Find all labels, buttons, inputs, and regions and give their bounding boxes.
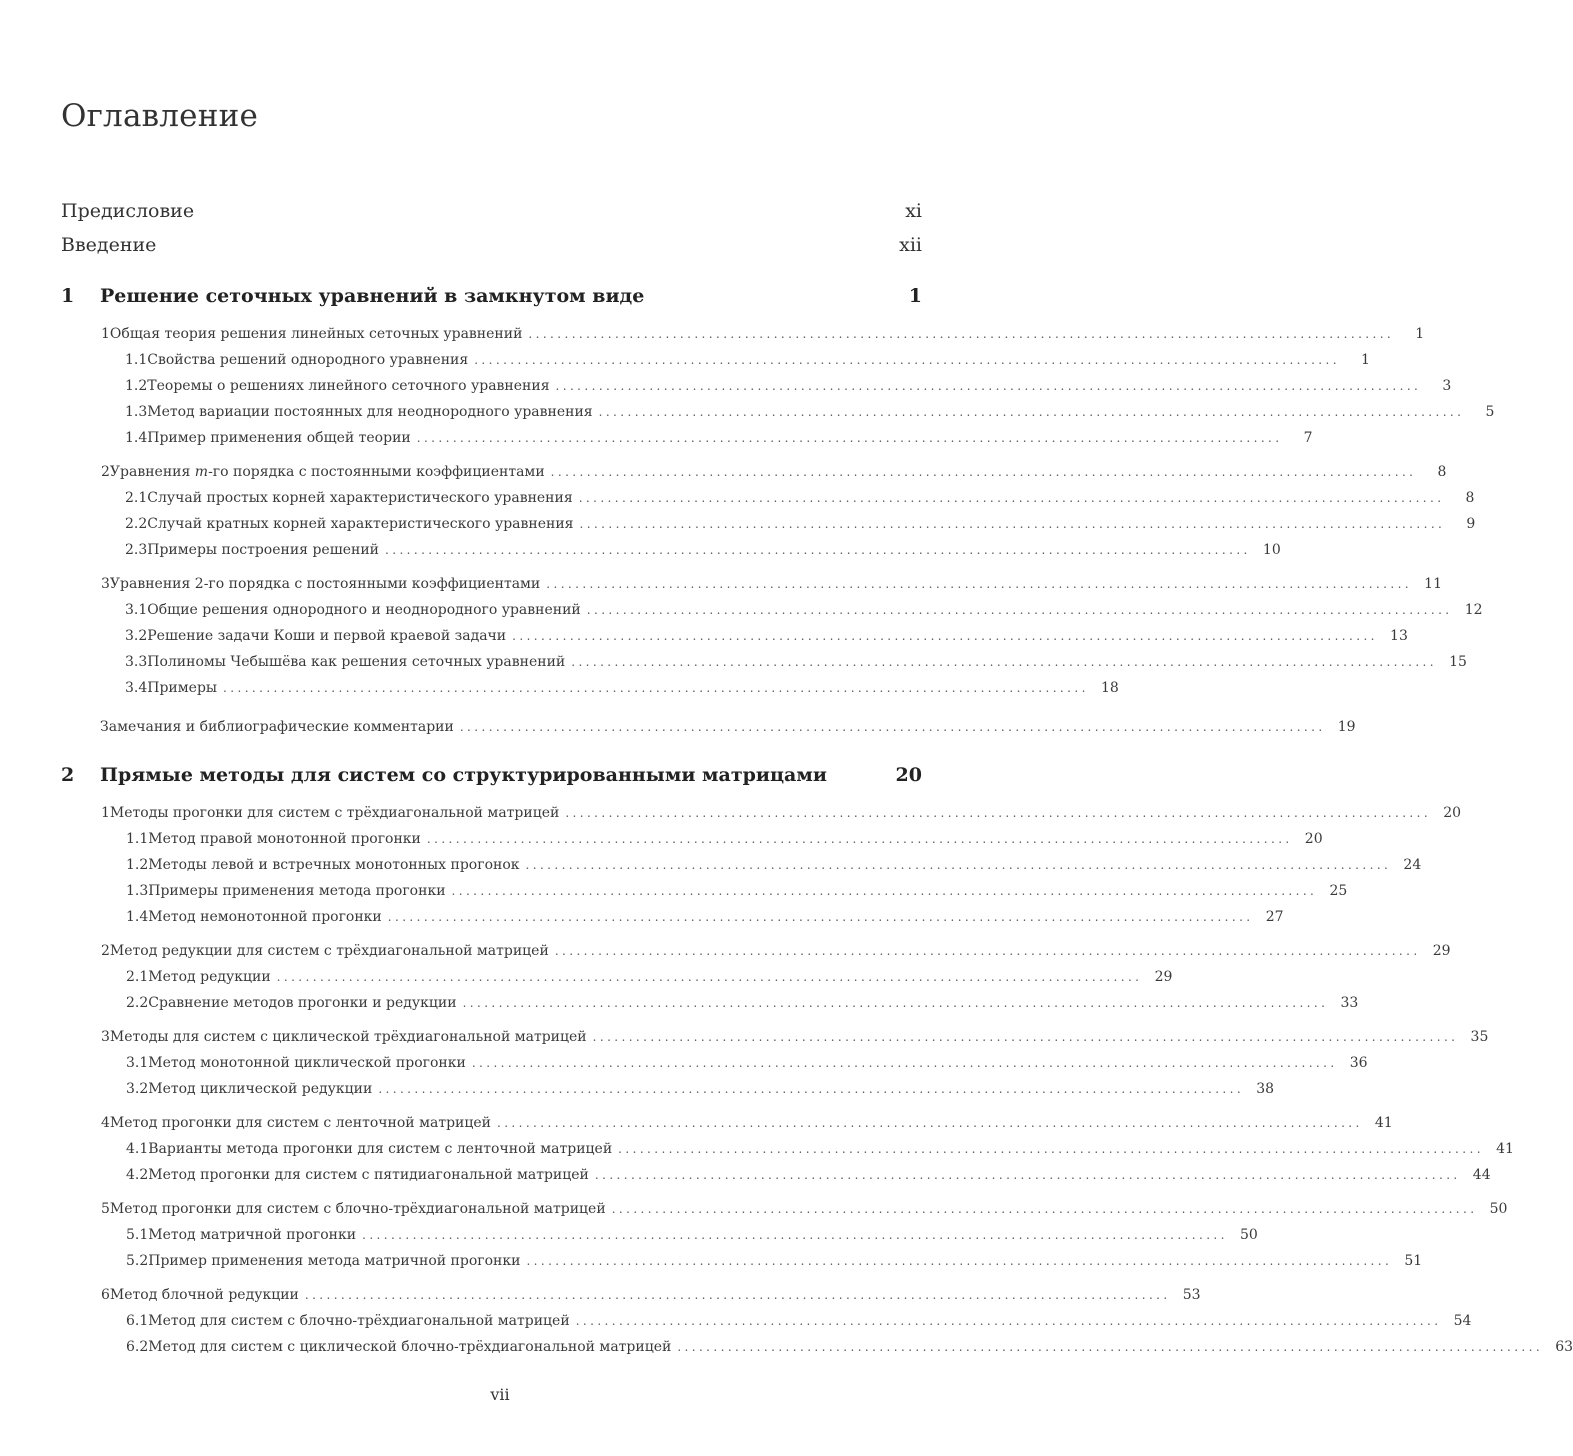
leader-dots: ........................................................................................................................ [525, 858, 1392, 872]
title-part: -го порядка с постоянными коэффициентами [208, 464, 545, 480]
subsection-title: Теоремы о решениях линейного сеточного уравнения [147, 378, 550, 394]
subsection-number: 3.2 [126, 1081, 149, 1097]
leader-dots: ........................................................................................................................ [594, 1168, 1461, 1182]
subsection-title: Полиномы Чебышёва как решения сеточных уравнений [147, 654, 566, 670]
section-title: Метод прогонки для систем с ленточной матрицей [109, 1115, 491, 1131]
leader-dots: ........................................................................................................................ [462, 996, 1329, 1010]
subsection-page: 38 [1256, 1081, 1275, 1097]
subsection-page: 44 [1472, 1167, 1491, 1183]
subsection-title: Решение задачи Коши и первой краевой задачи [147, 628, 507, 644]
subsection-title: Метод правой монотонной прогонки [148, 831, 421, 847]
subsection-number: 2.2 [126, 995, 149, 1011]
subsection-page: 1 [1361, 352, 1370, 368]
entry-page: xii [899, 234, 922, 256]
subsection-page: 12 [1464, 602, 1483, 618]
leader-dots: ........................................................................................................................ [385, 543, 1251, 557]
toc-entry-preface[interactable] [61, 200, 922, 222]
chapter-page: 20 [895, 764, 922, 786]
toc-subsection[interactable] [125, 378, 1452, 394]
toc-subsection[interactable] [125, 602, 1483, 618]
section-page: 35 [1470, 1029, 1489, 1045]
leader-dots: ........................................................................................................................ [611, 1202, 1478, 1216]
subsection-number: 2.1 [125, 490, 148, 506]
leader-dots: ........................................................................................................................ [378, 1082, 1245, 1096]
toc-section[interactable] [101, 943, 1451, 959]
subsection-title: Варианты метода прогонки для систем с ленточной матрицей [148, 1141, 613, 1157]
toc-subsection[interactable] [126, 969, 1173, 985]
entry-title: Предисловие [61, 200, 195, 222]
leader-dots: ........................................................................................................................ [223, 681, 1089, 695]
toc-subsection[interactable] [126, 1081, 1275, 1097]
page-title: Оглавление [61, 98, 258, 134]
section-number: 6 [101, 1287, 110, 1303]
leader-dots: ........................................................................................................................ [416, 431, 1283, 445]
subsection-title: Метод вариации постоянных для неоднородного уравнения [147, 404, 593, 420]
leader-dots: ........................................................................................................................ [526, 1254, 1393, 1268]
subsection-page: 3 [1442, 378, 1452, 394]
leader-dots: ........................................................................................................................ [579, 517, 1446, 531]
section-number: 5 [101, 1201, 110, 1217]
subsection-page: 18 [1100, 680, 1119, 696]
subsection-number: 6.2 [126, 1339, 149, 1355]
section-number: 1 [101, 805, 110, 821]
section-title [110, 464, 545, 480]
toc-subsection[interactable] [126, 1339, 1573, 1355]
chapter-title: Прямые методы для систем со структурированными матрицами [100, 764, 827, 786]
subsection-page: 63 [1555, 1339, 1573, 1355]
subsection-number: 3.3 [125, 654, 148, 670]
section-page: 11 [1424, 576, 1442, 592]
toc-subsection[interactable] [126, 995, 1359, 1011]
section-number: 2 [101, 464, 110, 480]
section-page: 8 [1437, 464, 1447, 480]
toc-subsection[interactable] [125, 404, 1495, 420]
section-title: Общая теория решения линейных сеточных уравнений [109, 326, 523, 342]
toc-subsection[interactable] [126, 909, 1284, 925]
leader-dots: ........................................................................................................................ [276, 970, 1143, 984]
subsection-page: 41 [1496, 1141, 1514, 1157]
subsection-number: 2.1 [126, 969, 149, 985]
subsection-page: 20 [1304, 831, 1323, 847]
subsection-number: 1.1 [126, 831, 149, 847]
toc-subsection[interactable] [126, 831, 1323, 847]
page-number: vii [490, 1385, 510, 1404]
subsection-title: Сравнение методов прогонки и редукции [148, 995, 457, 1011]
leader-dots: ........................................................................................................................ [459, 720, 1326, 734]
subsection-title: Метод немонотонной прогонки [148, 909, 382, 925]
subsection-number: 1.3 [125, 404, 148, 420]
toc-subsection[interactable] [126, 1253, 1423, 1269]
subsection-number: 4.2 [126, 1167, 149, 1183]
toc-subsection[interactable] [126, 883, 1348, 899]
leader-dots: ........................................................................................................................ [565, 806, 1432, 820]
leader-dots: ........................................................................................................................ [586, 603, 1453, 617]
leader-dots: ........................................................................................................................ [496, 1116, 1363, 1130]
section-number: 2 [101, 943, 110, 959]
subsection-number: 2.2 [125, 516, 148, 532]
section-title: Методы для систем с циклической трёхдиагональной матрицей [109, 1029, 587, 1045]
subsection-number: 1.2 [126, 857, 149, 873]
leader-dots: ........................................................................................................................ [512, 629, 1378, 643]
toc-subsection[interactable] [125, 654, 1467, 670]
subsection-title: Общие решения однородного и неоднородного уравнений [147, 602, 581, 618]
section-page: 1 [1415, 326, 1425, 342]
leader-dots: ........................................................................................................................ [618, 1142, 1484, 1156]
leader-dots: ........................................................................................................................ [578, 491, 1445, 505]
subsection-page: 9 [1466, 516, 1476, 532]
leader-dots: ........................................................................................................................ [677, 1340, 1544, 1354]
toc-notes-entry[interactable] [100, 719, 1356, 735]
subsection-title: Случай простых корней характеристического уравнения [147, 490, 573, 506]
subsection-page: 36 [1349, 1055, 1368, 1071]
subsection-number: 6.1 [126, 1313, 149, 1329]
subsection-title: Метод монотонной циклической прогонки [148, 1055, 466, 1071]
subsection-page: 5 [1485, 404, 1495, 420]
subsection-page: 33 [1340, 995, 1359, 1011]
chapter-title: Решение сеточных уравнений в замкнутом виде [100, 285, 645, 307]
toc-section[interactable] [101, 1287, 1201, 1303]
subsection-number: 3.4 [125, 680, 148, 696]
notes-title: Замечания и библиографические комментарии [100, 719, 454, 735]
subsection-page: 51 [1404, 1253, 1423, 1269]
leader-dots: ........................................................................................................................ [362, 1228, 1228, 1242]
section-page: 20 [1443, 805, 1462, 821]
section-number: 1 [101, 326, 110, 342]
toc-section[interactable] [101, 805, 1462, 821]
toc-chapter-2[interactable] [61, 764, 922, 786]
subsection-title: Метод матричной прогонки [148, 1227, 357, 1243]
section-page: 50 [1489, 1201, 1508, 1217]
title-part: Уравнения [109, 464, 195, 480]
subsection-page: 24 [1403, 857, 1422, 873]
subsection-number: 3.1 [125, 602, 148, 618]
subsection-title: Пример применения общей теории [147, 430, 411, 446]
toc-subsection[interactable] [125, 680, 1119, 696]
subsection-page: 27 [1265, 909, 1284, 925]
subsection-title: Метод редукции [148, 969, 271, 985]
subsection-title: Метод для систем с блочно-трёхдиагональной матрицей [148, 1313, 570, 1329]
section-title: Метод редукции для систем с трёхдиагональной матрицей [109, 943, 549, 959]
section-number: 3 [101, 1029, 110, 1045]
toc-subsection[interactable] [126, 1313, 1472, 1329]
subsection-page: 25 [1329, 883, 1348, 899]
toc-subsection[interactable] [125, 516, 1476, 532]
subsection-title: Методы левой и встречных монотонных прогонок [148, 857, 520, 873]
subsection-title: Метод прогонки для систем с пятидиагональной матрицей [148, 1167, 589, 1183]
chapter-number: 2 [61, 764, 75, 786]
leader-dots: ........................................................................................................................ [571, 655, 1437, 669]
subsection-number: 2.3 [125, 542, 148, 558]
toc-subsection[interactable] [126, 857, 1422, 873]
toc-subsection[interactable] [126, 1055, 1368, 1071]
chapter-page: 1 [908, 285, 922, 307]
subsection-number: 4.1 [126, 1141, 149, 1157]
subsection-number: 1.1 [125, 352, 148, 368]
section-page: 53 [1182, 1287, 1201, 1303]
entry-page: xi [905, 200, 922, 222]
toc-subsection[interactable] [126, 1141, 1514, 1157]
subsection-page: 15 [1449, 654, 1467, 670]
section-title: Уравнения 2-го порядка с постоянными коэффициентами [109, 576, 541, 592]
subsection-number: 3.1 [126, 1055, 149, 1071]
leader-dots: ........................................................................................................................ [471, 1056, 1338, 1070]
subsection-title: Пример применения метода матричной прогонки [148, 1253, 521, 1269]
toc-subsection[interactable] [125, 628, 1408, 644]
subsection-title: Примеры [147, 680, 218, 696]
subsection-page: 7 [1303, 430, 1313, 446]
toc-subsection[interactable] [125, 542, 1281, 558]
leader-dots: ........................................................................................................................ [598, 405, 1465, 419]
toc-subsection[interactable] [126, 1227, 1258, 1243]
toc-section[interactable] [101, 1201, 1508, 1217]
leader-dots: ........................................................................................................................ [528, 327, 1395, 341]
math-variable: m [194, 464, 209, 480]
toc-section[interactable] [101, 326, 1425, 342]
subsection-title: Примеры построения решений [147, 542, 380, 558]
leader-dots: ........................................................................................................................ [592, 1030, 1459, 1044]
toc-section[interactable] [101, 1115, 1393, 1131]
leader-dots: ........................................................................................................................ [451, 884, 1318, 898]
leader-dots: ........................................................................................................................ [387, 910, 1254, 924]
toc-subsection[interactable] [126, 1167, 1491, 1183]
leader-dots: ........................................................................................................................ [550, 465, 1417, 479]
section-number: 4 [101, 1115, 110, 1131]
section-page: 41 [1374, 1115, 1393, 1131]
leader-dots: ........................................................................................................................ [474, 353, 1340, 367]
subsection-page: 10 [1262, 542, 1281, 558]
subsection-number: 1.4 [126, 909, 149, 925]
toc-section[interactable] [101, 464, 1447, 480]
subsection-title: Метод для систем с циклической блочно-трёхдиагональной матрицей [148, 1339, 672, 1355]
leader-dots: ........................................................................................................................ [554, 944, 1421, 958]
subsection-page: 50 [1240, 1227, 1258, 1243]
subsection-page: 54 [1453, 1313, 1472, 1329]
leader-dots: ........................................................................................................................ [426, 832, 1293, 846]
toc-subsection[interactable] [125, 352, 1370, 368]
leader-dots: ........................................................................................................................ [555, 379, 1422, 393]
subsection-title: Метод циклической редукции [148, 1081, 373, 1097]
subsection-number: 5.2 [126, 1253, 149, 1269]
subsection-page: 13 [1390, 628, 1408, 644]
chapter-number: 1 [61, 285, 75, 307]
subsection-number: 5.1 [126, 1227, 149, 1243]
notes-page: 19 [1337, 719, 1356, 735]
section-page: 29 [1432, 943, 1451, 959]
entry-title: Введение [61, 234, 157, 256]
leader-dots: ........................................................................................................................ [546, 577, 1412, 591]
toc-subsection[interactable] [125, 490, 1475, 506]
toc-subsection[interactable] [125, 430, 1313, 446]
section-title: Метод блочной редукции [109, 1287, 299, 1303]
subsection-number: 1.3 [126, 883, 149, 899]
leader-dots: ........................................................................................................................ [304, 1288, 1171, 1302]
subsection-page: 29 [1154, 969, 1173, 985]
toc-chapter-1[interactable] [61, 285, 922, 307]
subsection-number: 3.2 [125, 628, 148, 644]
toc-entry-introduction[interactable] [61, 234, 922, 256]
section-title: Метод прогонки для систем с блочно-трёхдиагональной матрицей [109, 1201, 606, 1217]
subsection-page: 8 [1465, 490, 1475, 506]
subsection-number: 1.2 [125, 378, 148, 394]
subsection-title: Случай кратных корней характеристического уравнения [147, 516, 574, 532]
toc-section[interactable] [101, 576, 1442, 592]
subsection-title: Свойства решений однородного уравнения [147, 352, 469, 368]
subsection-title: Примеры применения метода прогонки [148, 883, 446, 899]
toc-section[interactable] [101, 1029, 1489, 1045]
leader-dots: ........................................................................................................................ [575, 1314, 1442, 1328]
section-number: 3 [101, 576, 110, 592]
section-title: Методы прогонки для систем с трёхдиагональной матрицей [109, 805, 560, 821]
subsection-number: 1.4 [125, 430, 148, 446]
